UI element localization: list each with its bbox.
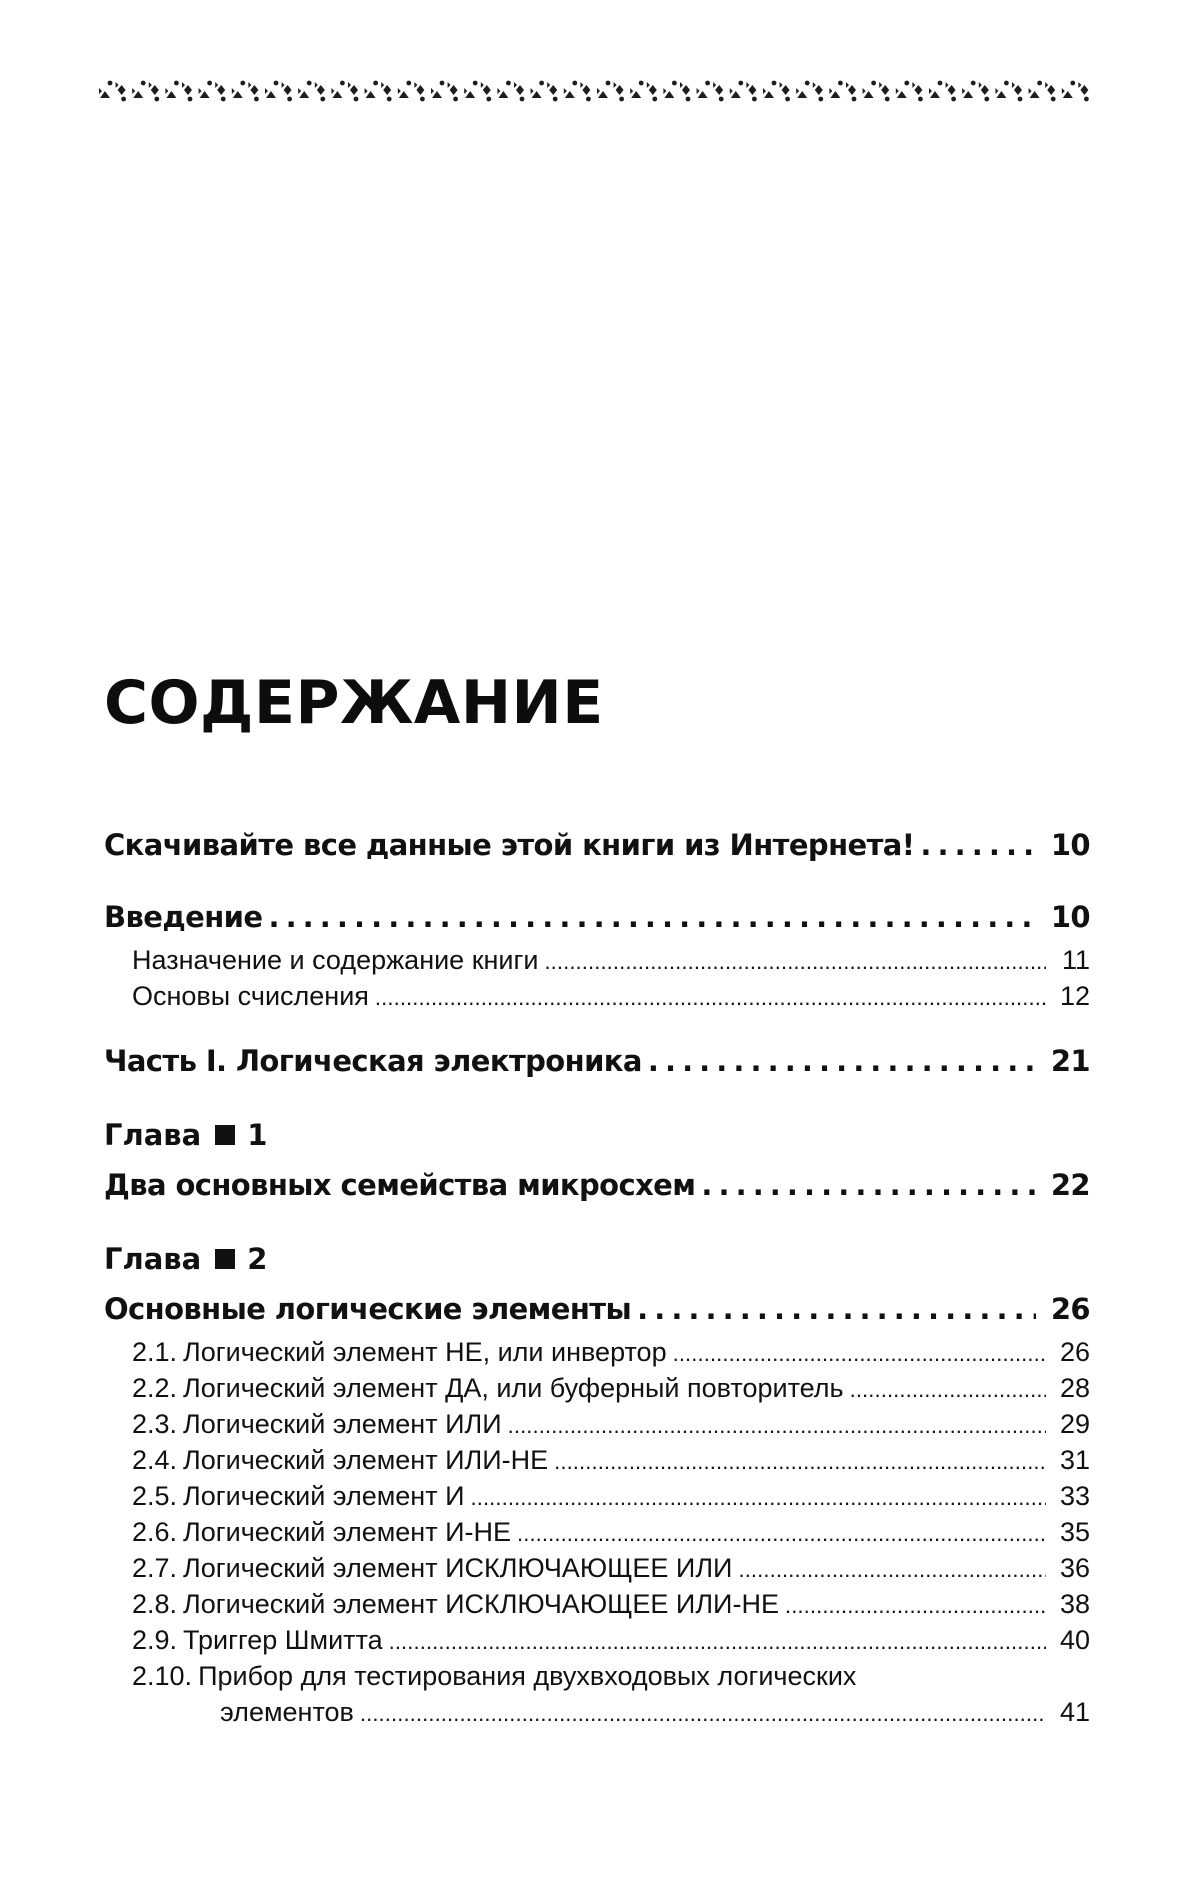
table-of-contents xyxy=(104,820,1090,1730)
ornament-motif xyxy=(863,81,876,98)
toc-subentry[interactable] xyxy=(104,1550,1090,1586)
dot-leader xyxy=(701,1160,1036,1210)
section-number: 2.4. xyxy=(132,1445,178,1475)
toc-subentry-label: Назначение и содержание книги xyxy=(132,945,539,975)
toc-subentry-label xyxy=(132,1586,779,1622)
toc-subentry-label: Прибор для тестирования двухвходовых логических xyxy=(198,1661,857,1691)
toc-page-number: 26 xyxy=(1059,1337,1090,1367)
ornament-motif xyxy=(232,81,245,98)
ornament-motif xyxy=(199,81,212,98)
ornament-motif xyxy=(1012,82,1022,101)
ornament-motif xyxy=(713,82,723,101)
dot-leader xyxy=(517,1514,1046,1552)
dot-leader xyxy=(785,1586,1046,1624)
ornament-motif xyxy=(298,81,311,98)
ornament-motif xyxy=(431,81,444,98)
dot-leader xyxy=(554,1442,1046,1480)
toc-entry-intro[interactable] xyxy=(104,892,1090,942)
ornament-motif xyxy=(962,81,975,98)
toc-page-number: 41 xyxy=(1059,1697,1090,1727)
ornament-motif xyxy=(630,81,643,98)
ornament-motif xyxy=(697,81,710,98)
ornament-motif xyxy=(116,82,126,101)
chapter-heading-1 xyxy=(104,1110,1090,1160)
section-number: 2.8. xyxy=(132,1589,178,1619)
dot-leader xyxy=(920,820,1036,870)
ornament-motif xyxy=(531,81,544,98)
chapter-word: Глава xyxy=(104,1242,202,1276)
toc-page-number: 12 xyxy=(1059,981,1090,1011)
toc-page-number: 36 xyxy=(1059,1553,1090,1583)
ornament-motif xyxy=(1062,81,1075,98)
toc-subentry[interactable] xyxy=(104,1622,1090,1658)
section-number: 2.6. xyxy=(132,1517,178,1547)
ornament-motif xyxy=(365,81,378,98)
ornament-motif xyxy=(680,82,690,101)
section-title: Логический элемент ИЛИ xyxy=(183,1409,502,1439)
ornament-motif xyxy=(995,81,1008,98)
toc-subentry-label xyxy=(132,1478,465,1514)
section-title: Триггер Шмитта xyxy=(183,1625,383,1655)
toc-page-number: 22 xyxy=(1050,1168,1090,1202)
toc-entry-chapter1[interactable] xyxy=(104,1160,1090,1210)
section-title: Логический элемент И xyxy=(183,1481,465,1511)
square-bullet-icon xyxy=(215,1249,235,1269)
ornament-motif xyxy=(929,81,942,98)
dot-leader xyxy=(673,1334,1046,1372)
dot-leader xyxy=(850,1370,1046,1408)
toc-subentry-label xyxy=(132,1622,383,1658)
toc-subentry[interactable] xyxy=(104,1406,1090,1442)
ornament-motif xyxy=(896,81,909,98)
toc-page-number: 31 xyxy=(1059,1445,1090,1475)
toc-page-number: 35 xyxy=(1059,1517,1090,1547)
dot-leader xyxy=(375,978,1046,1016)
section-title: Логический элемент И-НЕ xyxy=(183,1517,511,1547)
chapter-number: 1 xyxy=(247,1118,268,1152)
toc-page-number: 26 xyxy=(1050,1292,1090,1326)
ornament-motif xyxy=(1029,81,1042,98)
section-number: 2.1. xyxy=(132,1337,178,1367)
dot-leader xyxy=(389,1622,1046,1660)
ornament-motif xyxy=(1078,82,1088,101)
dot-leader xyxy=(648,1036,1036,1086)
chapter2-section-list xyxy=(104,1334,1090,1658)
section-title: Логический элемент ИСКЛЮЧАЮЩЕЕ ИЛИ xyxy=(183,1553,733,1583)
section-title: Логический элемент ИСКЛЮЧАЮЩЕЕ ИЛИ-НЕ xyxy=(183,1589,779,1619)
ornament-motif xyxy=(946,82,956,101)
toc-entry-part1[interactable] xyxy=(104,1036,1090,1086)
toc-entry-download[interactable] xyxy=(104,820,1090,870)
toc-subentry[interactable] xyxy=(104,1586,1090,1622)
ornament-motif xyxy=(182,82,192,101)
ornament-motif xyxy=(481,82,491,101)
toc-subentry-label: Основы счисления xyxy=(132,981,369,1011)
dot-leader xyxy=(360,1694,1046,1732)
chapter-word: Глава xyxy=(104,1118,202,1152)
ornament-motif xyxy=(730,81,743,98)
chapter-number: 2 xyxy=(247,1242,268,1276)
ornament-motif xyxy=(215,82,225,101)
toc-page-number: 29 xyxy=(1059,1409,1090,1439)
ornament-motif xyxy=(348,82,358,101)
ornament-motif xyxy=(1045,82,1055,101)
ornament-motif xyxy=(829,81,842,98)
ornament-motif xyxy=(464,81,477,98)
toc-entry-label: Основные логические элементы xyxy=(104,1292,632,1326)
section-number: 2.5. xyxy=(132,1481,178,1511)
toc-subentry[interactable] xyxy=(104,1334,1090,1370)
toc-subentry-label: элементов xyxy=(220,1697,354,1727)
toc-entry-chapter2[interactable] xyxy=(104,1284,1090,1334)
toc-subentry[interactable] xyxy=(104,1442,1090,1478)
toc-subentry-2-10-line1[interactable] xyxy=(104,1658,1090,1694)
ornament-motif xyxy=(381,82,391,101)
ornament-motif xyxy=(663,81,676,98)
dot-leader xyxy=(471,1478,1047,1516)
ornament-motif xyxy=(315,82,325,101)
ornament-motif xyxy=(846,82,856,101)
dot-leader xyxy=(268,892,1036,942)
section-number: 2.7. xyxy=(132,1553,178,1583)
ornament-motif xyxy=(746,82,756,101)
toc-subentry-label xyxy=(132,1550,732,1586)
toc-page-number: 10 xyxy=(1050,828,1090,862)
ornament-motif xyxy=(514,82,524,101)
ornament-motif xyxy=(979,82,989,101)
ornament-motif xyxy=(265,81,278,98)
toc-subentry[interactable] xyxy=(104,1370,1090,1406)
toc-entry-label: Скачивайте все данные этой книги из Интернета! xyxy=(104,828,915,862)
ornament-motif xyxy=(564,81,577,98)
page-title: СОДЕРЖАНИЕ xyxy=(104,668,604,738)
ornament-motif xyxy=(282,82,292,101)
ornament-motif xyxy=(879,82,889,101)
ornament-motif xyxy=(547,82,557,101)
toc-subentry-label xyxy=(132,1370,844,1406)
toc-page-number: 38 xyxy=(1059,1589,1090,1619)
decorative-ornament-border xyxy=(98,68,1098,108)
ornament-motif xyxy=(647,82,657,101)
toc-subentry-label xyxy=(132,1514,511,1550)
section-title: Логический элемент ДА, или буферный повторитель xyxy=(183,1373,844,1403)
ornament-motif xyxy=(597,81,610,98)
toc-subentry-label xyxy=(132,1406,502,1442)
ornament-motif xyxy=(99,81,112,98)
toc-page-number: 11 xyxy=(1061,945,1090,975)
ornament-motif xyxy=(248,82,258,101)
ornament-motif xyxy=(813,82,823,101)
ornament-motif xyxy=(497,81,510,98)
toc-subentry-label xyxy=(132,1334,667,1370)
toc-page-number: 40 xyxy=(1059,1625,1090,1655)
section-title: Логический элемент ИЛИ-НЕ xyxy=(183,1445,549,1475)
ornament-motif xyxy=(912,82,922,101)
toc-entry-label: Часть I. Логическая электроника xyxy=(104,1044,642,1078)
ornament-motif xyxy=(614,82,624,101)
ornament-motif xyxy=(398,81,411,98)
dot-leader xyxy=(508,1406,1046,1444)
section-number: 2.9. xyxy=(132,1625,178,1655)
toc-subentry[interactable] xyxy=(104,942,1090,978)
toc-page-number: 10 xyxy=(1050,900,1090,934)
dot-leader xyxy=(738,1550,1046,1588)
toc-subentry-2-10-line2[interactable] xyxy=(104,1694,1090,1730)
ornament-motif xyxy=(132,81,145,98)
section-number: 2.10. xyxy=(132,1661,193,1691)
ornament-motif xyxy=(580,82,590,101)
ornament-motif xyxy=(331,81,344,98)
toc-subentry[interactable] xyxy=(104,1514,1090,1550)
dot-leader xyxy=(637,1284,1036,1334)
toc-entry-label: Введение xyxy=(104,900,263,934)
toc-subentry[interactable] xyxy=(104,978,1090,1014)
toc-subentry-label xyxy=(132,1442,548,1478)
toc-subentry[interactable] xyxy=(104,1478,1090,1514)
toc-page-number: 28 xyxy=(1059,1373,1090,1403)
toc-page-number: 21 xyxy=(1050,1044,1090,1078)
dot-leader xyxy=(544,942,1046,980)
ornament-motif xyxy=(780,82,790,101)
ornament-motif xyxy=(165,81,178,98)
section-title: Логический элемент НЕ, или инвертор xyxy=(183,1337,667,1367)
toc-page-number: 33 xyxy=(1059,1481,1090,1511)
square-bullet-icon xyxy=(215,1125,235,1145)
ornament-motif xyxy=(796,81,809,98)
ornament-motif xyxy=(149,82,159,101)
ornament-motif xyxy=(414,82,424,101)
chapter-heading-2 xyxy=(104,1234,1090,1284)
section-number: 2.2. xyxy=(132,1373,178,1403)
toc-entry-label: Два основных семейства микросхем xyxy=(104,1168,696,1202)
ornament-motif xyxy=(763,81,776,98)
ornament-motif xyxy=(448,82,458,101)
section-number: 2.3. xyxy=(132,1409,178,1439)
